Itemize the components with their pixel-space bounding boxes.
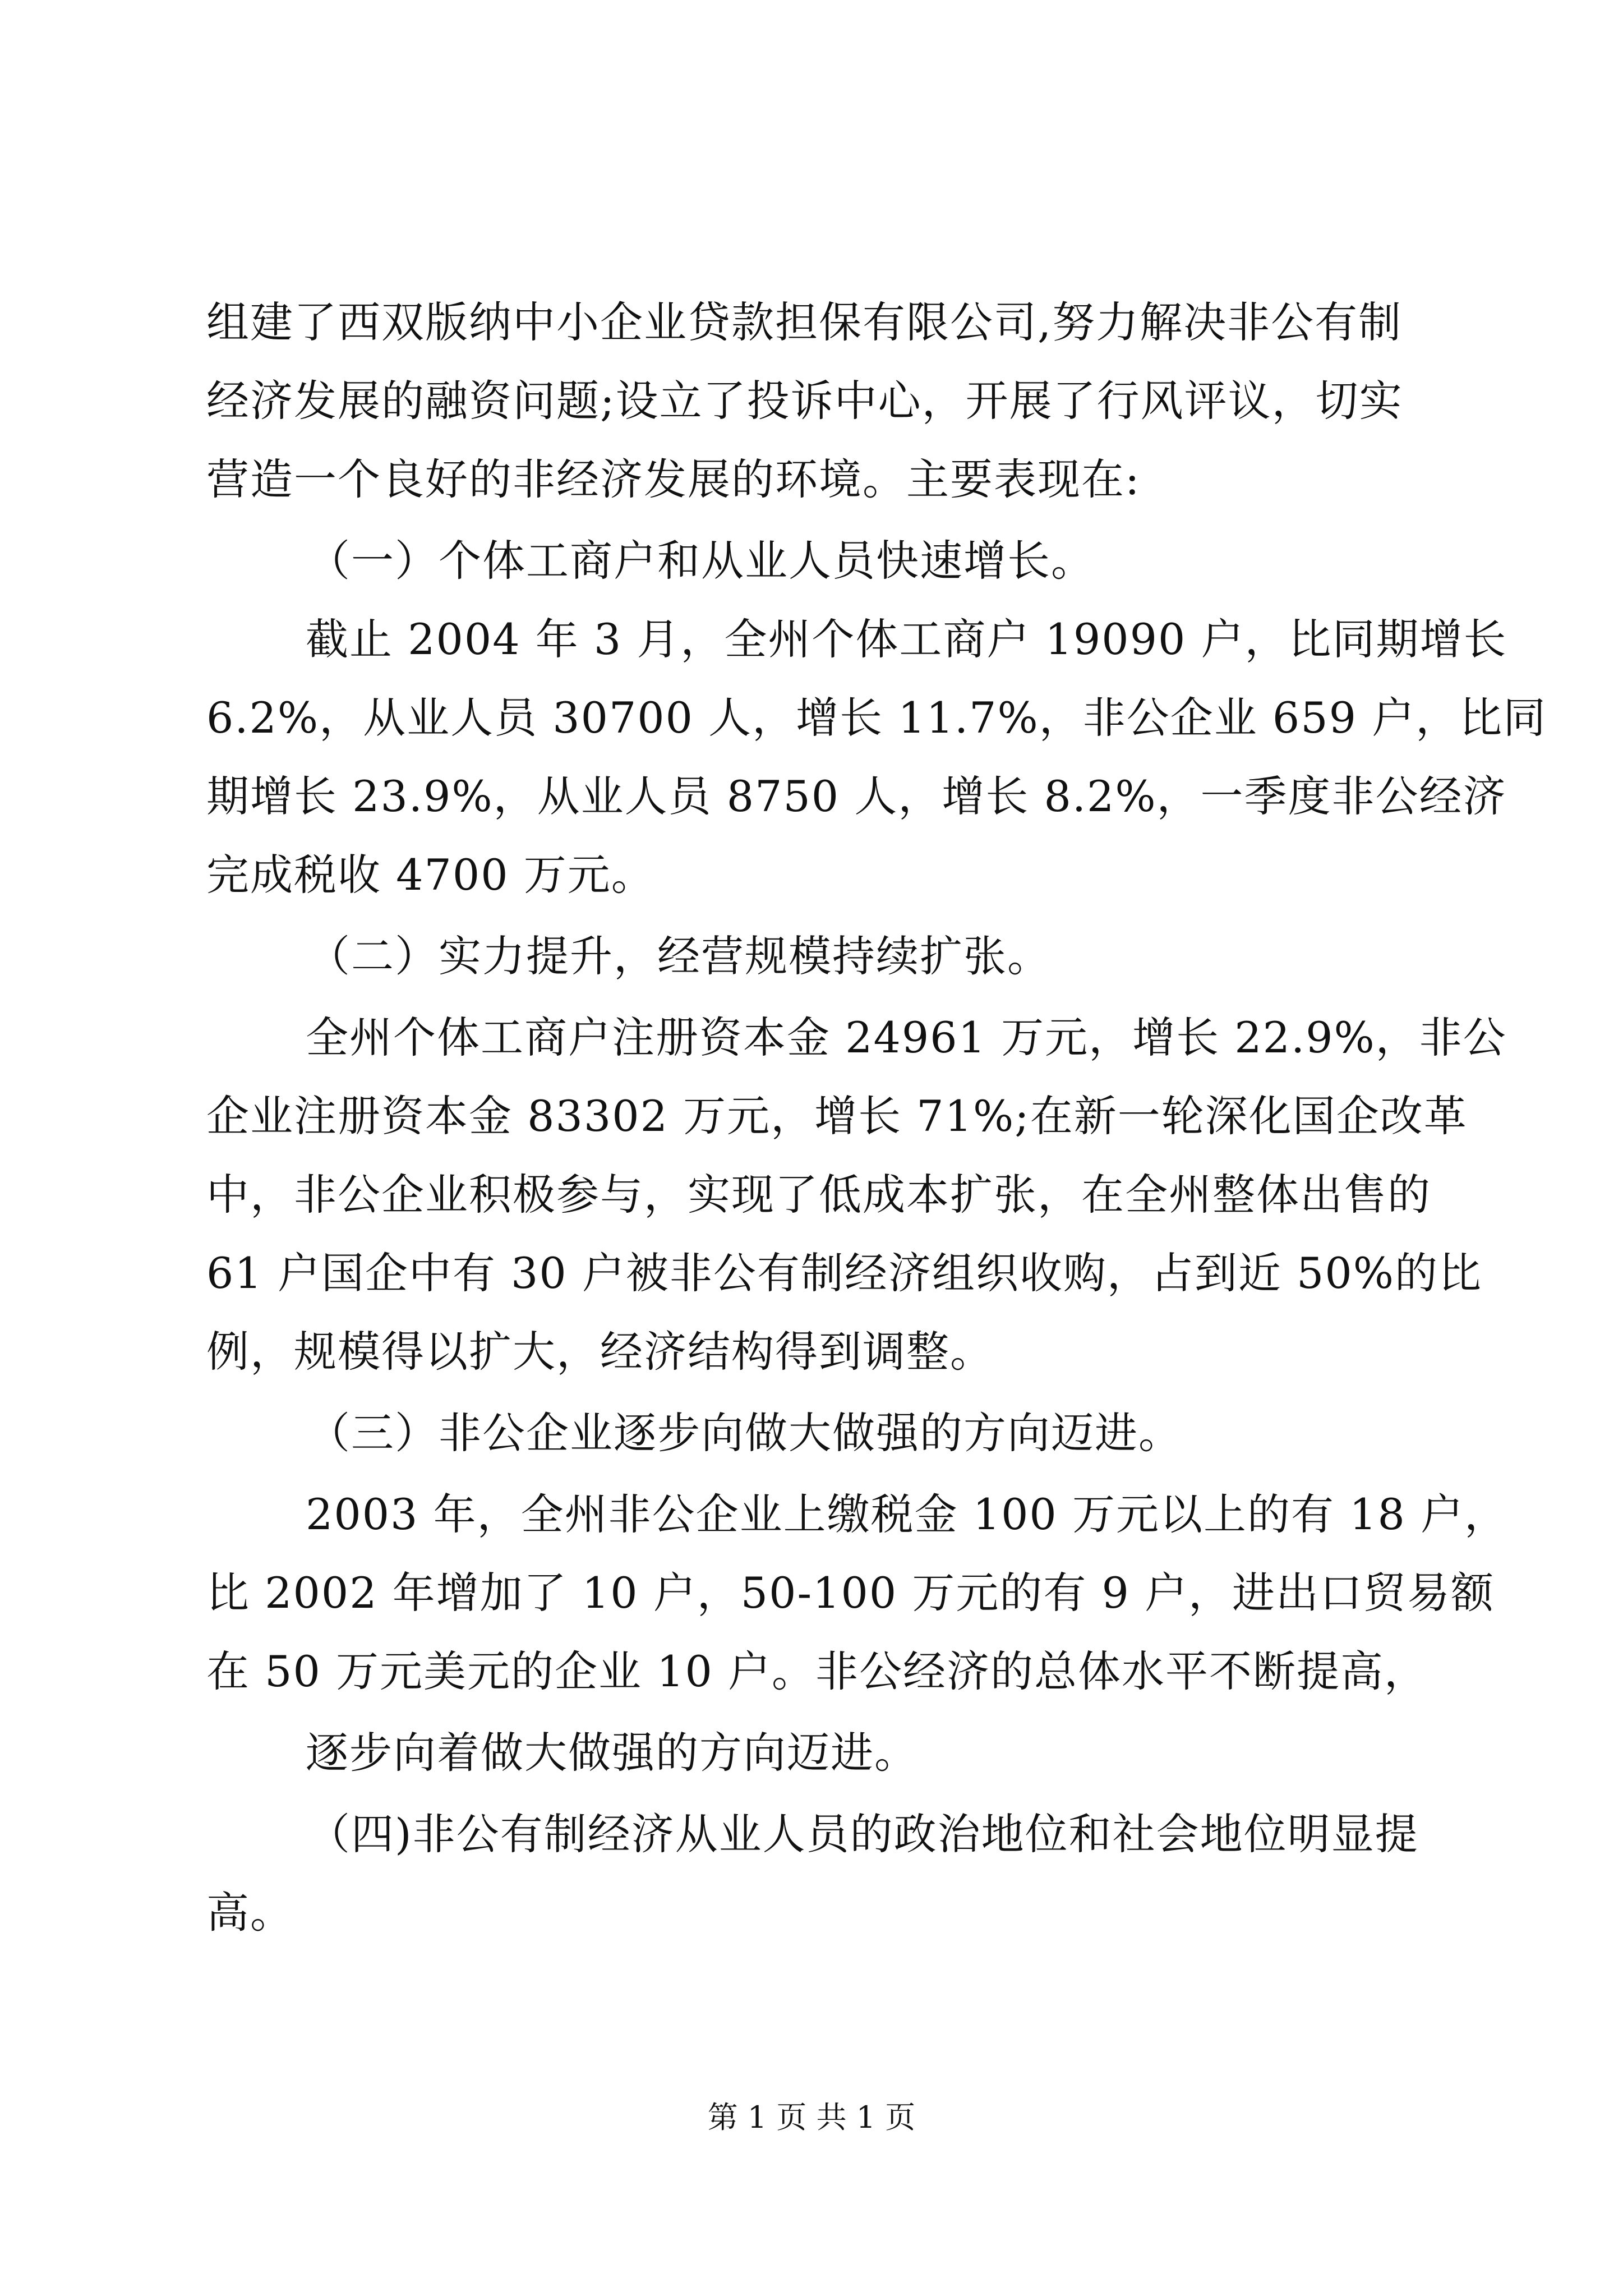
section-heading: （二）实力提升，经营规模持续扩张。 xyxy=(307,931,1051,981)
text-line: 逐步向着做大做强的方向迈进。 xyxy=(306,1728,918,1778)
section-heading: （四)非公有制经济从业人员的政治地位和社会地位明显提 xyxy=(307,1809,1419,1859)
text-line: 营造一个良好的非经济发展的环境。主要表现在: xyxy=(206,454,1141,504)
text-line: 企业注册资本金 83302 万元，增长 71%;在新一轮深化国企改革 xyxy=(206,1091,1468,1141)
text-line: 6.2%，从业人员 30700 人，增长 11.7%，非公企业 659 户，比同 xyxy=(206,693,1547,743)
text-line: 在 50 万元美元的企业 10 户。非公经济的总体水平不断提高， xyxy=(206,1646,1428,1696)
text-line: 2003 年，全州非公企业上缴税金 100 万元以上的有 18 户， xyxy=(306,1489,1508,1539)
text-line: 高。 xyxy=(206,1888,294,1938)
text-line: 例，规模得以扩大，经济结构得到调整。 xyxy=(206,1327,994,1377)
text-line: 经济发展的融资问题;设立了投诉中心，开展了行风评议，切实 xyxy=(206,376,1403,426)
text-line: 期增长 23.9%，从业人员 8750 人，增长 8.2%，一季度非公经济 xyxy=(206,771,1507,821)
text-line: 完成税收 4700 万元。 xyxy=(206,850,655,900)
section-heading: （一）个体工商户和从业人员快速增长。 xyxy=(307,536,1095,586)
page-number-footer: 第 1 页 共 1 页 xyxy=(707,2100,916,2135)
text-line: 61 户国企中有 30 户被非公有制经济组织收购，占到近 50%的比 xyxy=(206,1248,1482,1298)
text-line: 比 2002 年增加了 10 户，50-100 万元的有 9 户，进出口贸易额 xyxy=(206,1568,1495,1618)
text-line: 截止 2004 年 3 月，全州个体工商户 19090 户，比同期增长 xyxy=(306,614,1507,664)
text-line: 全州个体工商户注册资本金 24961 万元，增长 22.9%，非公 xyxy=(306,1013,1507,1062)
section-heading: （三）非公企业逐步向做大做强的方向迈进。 xyxy=(307,1408,1182,1458)
text-line: 组建了西双版纳中小企业贷款担保有限公司,努力解决非公有制 xyxy=(206,297,1403,347)
text-line: 中，非公企业积极参与，实现了低成本扩张，在全州整体出售的 xyxy=(206,1170,1431,1220)
